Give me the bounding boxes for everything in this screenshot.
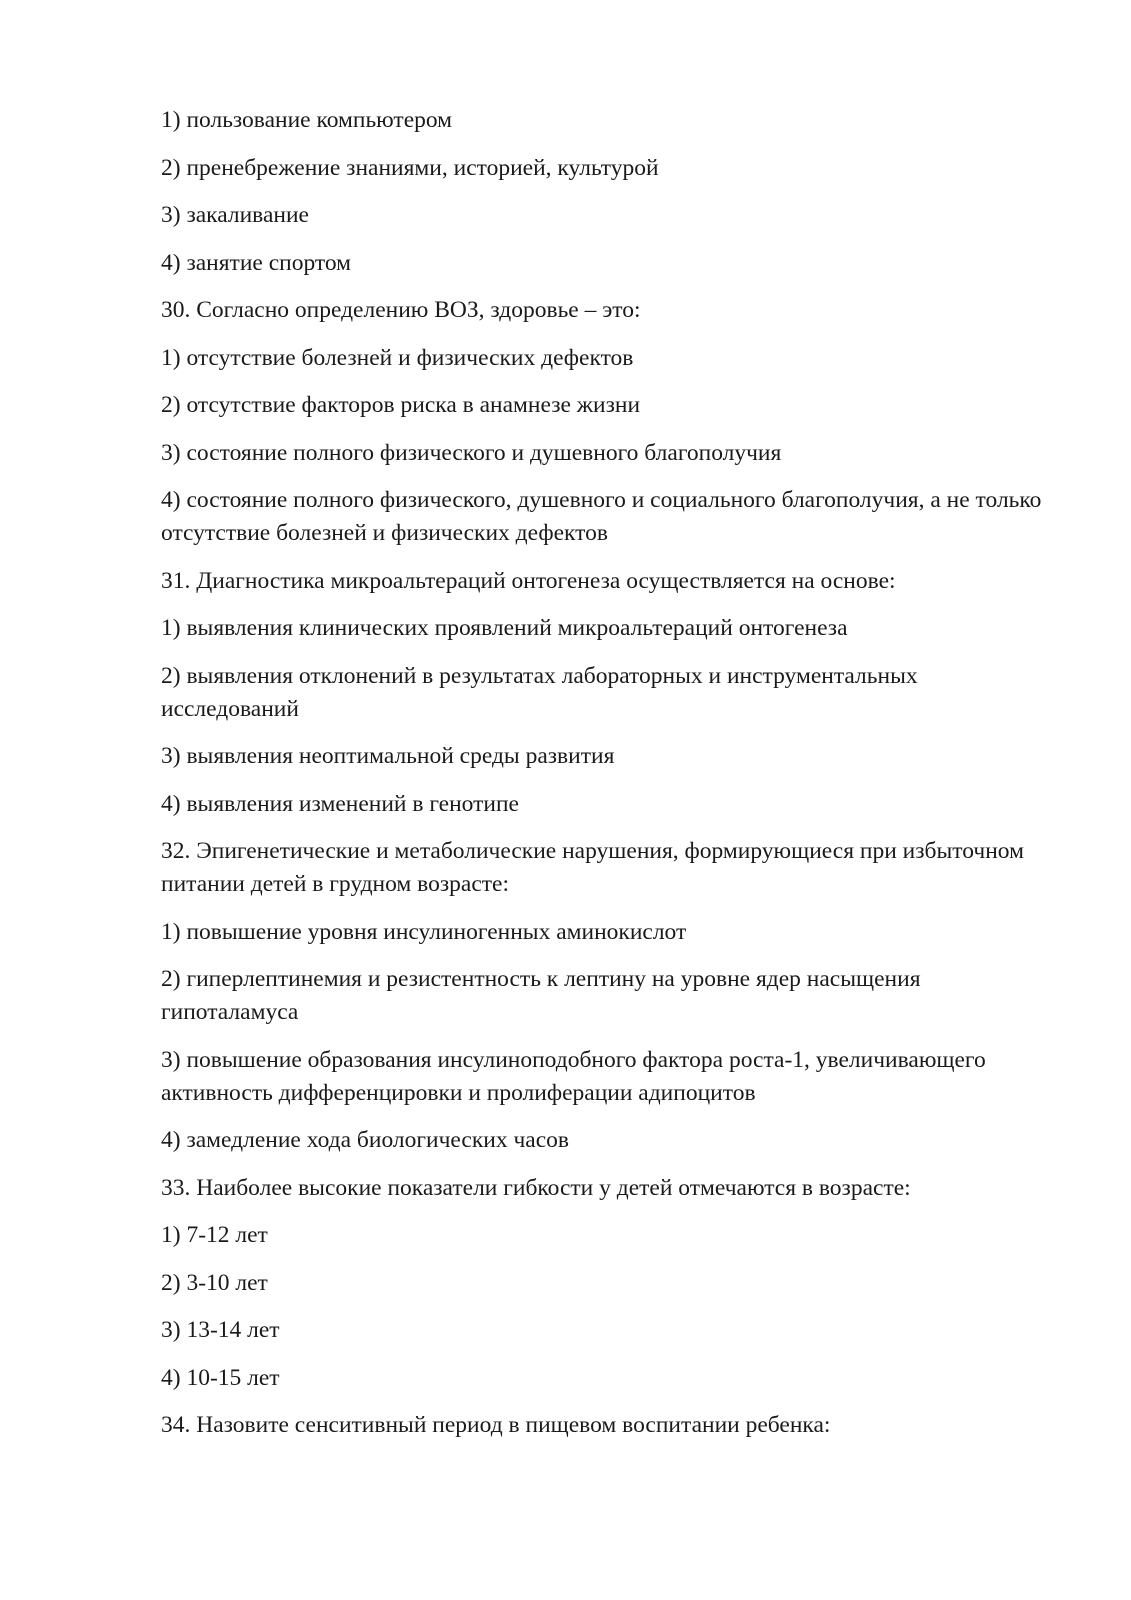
answer-option: 3) закаливание — [161, 202, 309, 228]
answer-option: 3) выявления неоптимальной среды развития — [161, 743, 615, 769]
answer-option: 4) выявления изменений в генотипе — [161, 790, 519, 817]
answer-option: 1) отсутствие болезней и физических дефектов — [161, 344, 634, 371]
question-32: 32. Эпигенетические и метаболические нарушения, формирующиеся при избыточном питании детей в грудном возрасте: — [161, 838, 1024, 897]
question-30: 30. Согласно определению ВОЗ, здоровье – это: — [161, 297, 641, 323]
answer-option: 1) пользование компьютером — [161, 107, 453, 133]
answer-option: 4) 10-15 лет — [161, 1364, 280, 1391]
answer-option: 2) выявления отклонений в результатах лабораторных и инструментальных исследований — [161, 662, 918, 722]
question-31: 31. Диагностика микроальтераций онтогенеза осуществляется на основе: — [161, 567, 896, 594]
answer-option: 1) 7-12 лет — [161, 1222, 268, 1248]
answer-option: 4) замедление хода биологических часов — [161, 1127, 569, 1153]
answer-option: 3) повышение образования инсулиноподобного фактора роста-1, увеличивающего активность дифференцировки и пролиферации адипоцитов — [161, 1046, 986, 1106]
answer-option: 3) 13-14 лет — [161, 1317, 280, 1343]
answer-option: 2) 3-10 лет — [161, 1269, 268, 1296]
answer-option: 1) выявления клинических проявлений микроальтераций онтогенеза — [161, 615, 848, 641]
answer-option: 4) состояние полного физического, душевного и социального благополучия, а не только отсутствие болезней и физических дефектов — [161, 487, 1042, 546]
question-34: 34. Назовите сенситивный период в пищевом воспитании ребенка: — [161, 1412, 831, 1438]
answer-option: 3) состояние полного физического и душевного благополучия — [161, 439, 782, 466]
answer-option: 4) занятие спортом — [161, 249, 352, 276]
answer-option: 1) повышение уровня инсулиногенных аминокислот — [161, 918, 687, 945]
answer-option: 2) гиперлептинемия и резистентность к лептину на уровне ядер насыщения гипоталамуса — [161, 966, 921, 1025]
question-33: 33. Наиболее высокие показатели гибкости у детей отмечаются в возрасте: — [161, 1174, 911, 1201]
document-body — [161, 104, 1051, 1457]
answer-option: 2) пренебрежение знаниями, историей, культурой — [161, 154, 659, 181]
answer-option: 2) отсутствие факторов риска в анамнезе жизни — [161, 392, 641, 418]
